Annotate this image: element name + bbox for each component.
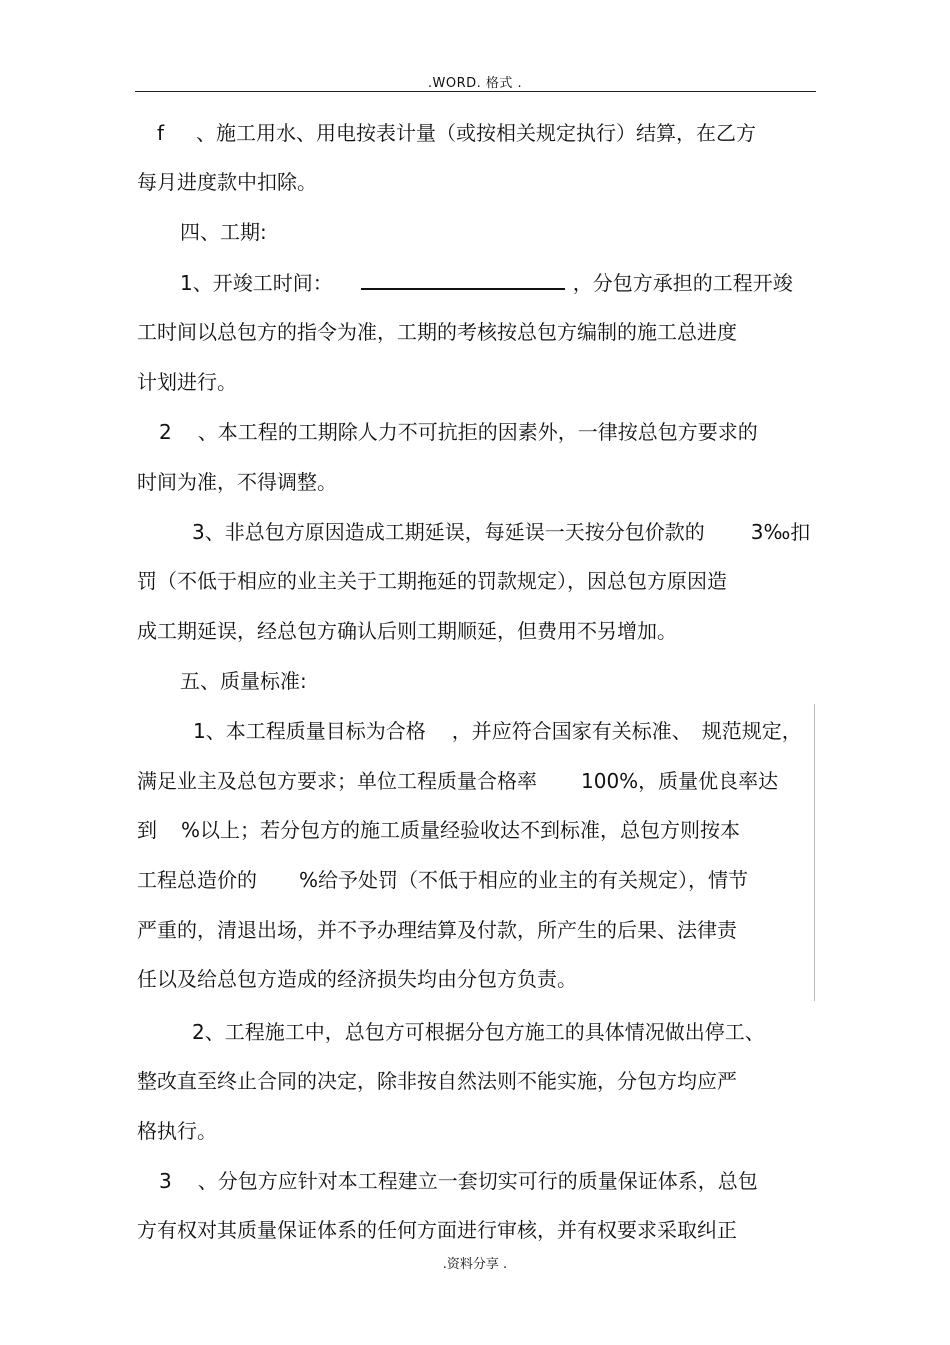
paragraph-line: [137, 768, 778, 794]
paragraph-line: 整改直至终止合同的决定，除非按自然法则不能实施，分包方均应严: [137, 1069, 737, 1093]
paragraph-line: [159, 419, 758, 445]
paragraph-line: 时间为准，不得调整。: [137, 470, 337, 494]
paragraph-line: [137, 817, 740, 843]
line-text: 1、本工程质量目标为合格: [193, 719, 426, 743]
item-marker: 3: [159, 1169, 172, 1193]
line-text: ，分包方承担的工程开竣: [572, 271, 793, 295]
paragraph-line: [137, 867, 748, 893]
line-text: ，并应符合国家有关标准、: [451, 719, 692, 743]
line-text: 工程总造价的: [137, 868, 257, 892]
line-text: %给予处罚（不低于相应的业主的有关规定），情节: [299, 868, 749, 892]
paragraph-line: 每月进度款中扣除。: [137, 170, 317, 194]
paragraph-line: 严重的，清退出场，并不予办理结算及付款，所产生的后果、法律责: [137, 918, 737, 942]
paragraph-line: [180, 270, 793, 296]
paragraph-line: 格执行。: [137, 1119, 217, 1143]
paragraph-line: 成工期延误，经总包方确认后则工期顺延，但费用不另增加。: [137, 619, 677, 643]
paragraph-line: [157, 120, 756, 146]
item-marker: f: [157, 121, 165, 145]
header-rule: [135, 91, 816, 92]
section-heading: 五、质量标准:: [180, 669, 307, 693]
line-text: %以上；若分包方的施工质量经验收达不到标准，总包方则按本: [181, 818, 741, 842]
line-text: 、分包方应针对本工程建立一套切实可行的质量保证体系，总包: [197, 1169, 758, 1193]
paragraph-line: 工时间以总包方的指令为准，工期的考核按总包方编制的施工总进度: [137, 320, 737, 344]
paragraph-line: 计划进行。: [137, 370, 237, 394]
page-header: .WORD. 格式 .: [427, 76, 523, 91]
paragraph-line: [192, 519, 810, 545]
line-text: 3、非总包方原因造成工期延误，每延误一天按分包价款的: [192, 520, 705, 544]
margin-rule: [814, 704, 815, 1001]
section-heading: 四、工期:: [180, 220, 267, 244]
paragraph-line: [193, 718, 802, 744]
line-text: 、施工用水、用电按表计量（或按相关规定执行）结算，在乙方: [196, 121, 757, 145]
line-text: 、本工程的工期除人力不可抗拒的因素外，一律按总包方要求的: [197, 420, 758, 444]
paragraph-line: 2、工程施工中，总包方可根据分包方施工的具体情况做出停工、: [192, 1020, 765, 1044]
item-marker: 2: [159, 420, 172, 444]
line-text: 满足业主及总包方要求；单位工程质量合格率: [137, 769, 537, 793]
page-footer: .资料分享 .: [442, 1257, 508, 1272]
paragraph-line: 罚（不低于相应的业主关于工期拖延的罚款规定），因总包方原因造: [137, 569, 727, 593]
paragraph-line: [159, 1168, 758, 1194]
line-text: 1、开竣工时间：: [180, 271, 333, 295]
paragraph-line: 任以及给总包方造成的经济损失均由分包方负责。: [137, 967, 577, 991]
line-text: 规范规定，: [701, 719, 802, 743]
blank-field: [361, 270, 565, 290]
line-text: 100%，质量优良率达: [581, 769, 779, 793]
line-text: 到: [137, 818, 157, 842]
line-text: 3‰扣: [750, 520, 811, 544]
paragraph-line: 方有权对其质量保证体系的任何方面进行审核，并有权要求采取纠正: [137, 1218, 737, 1242]
